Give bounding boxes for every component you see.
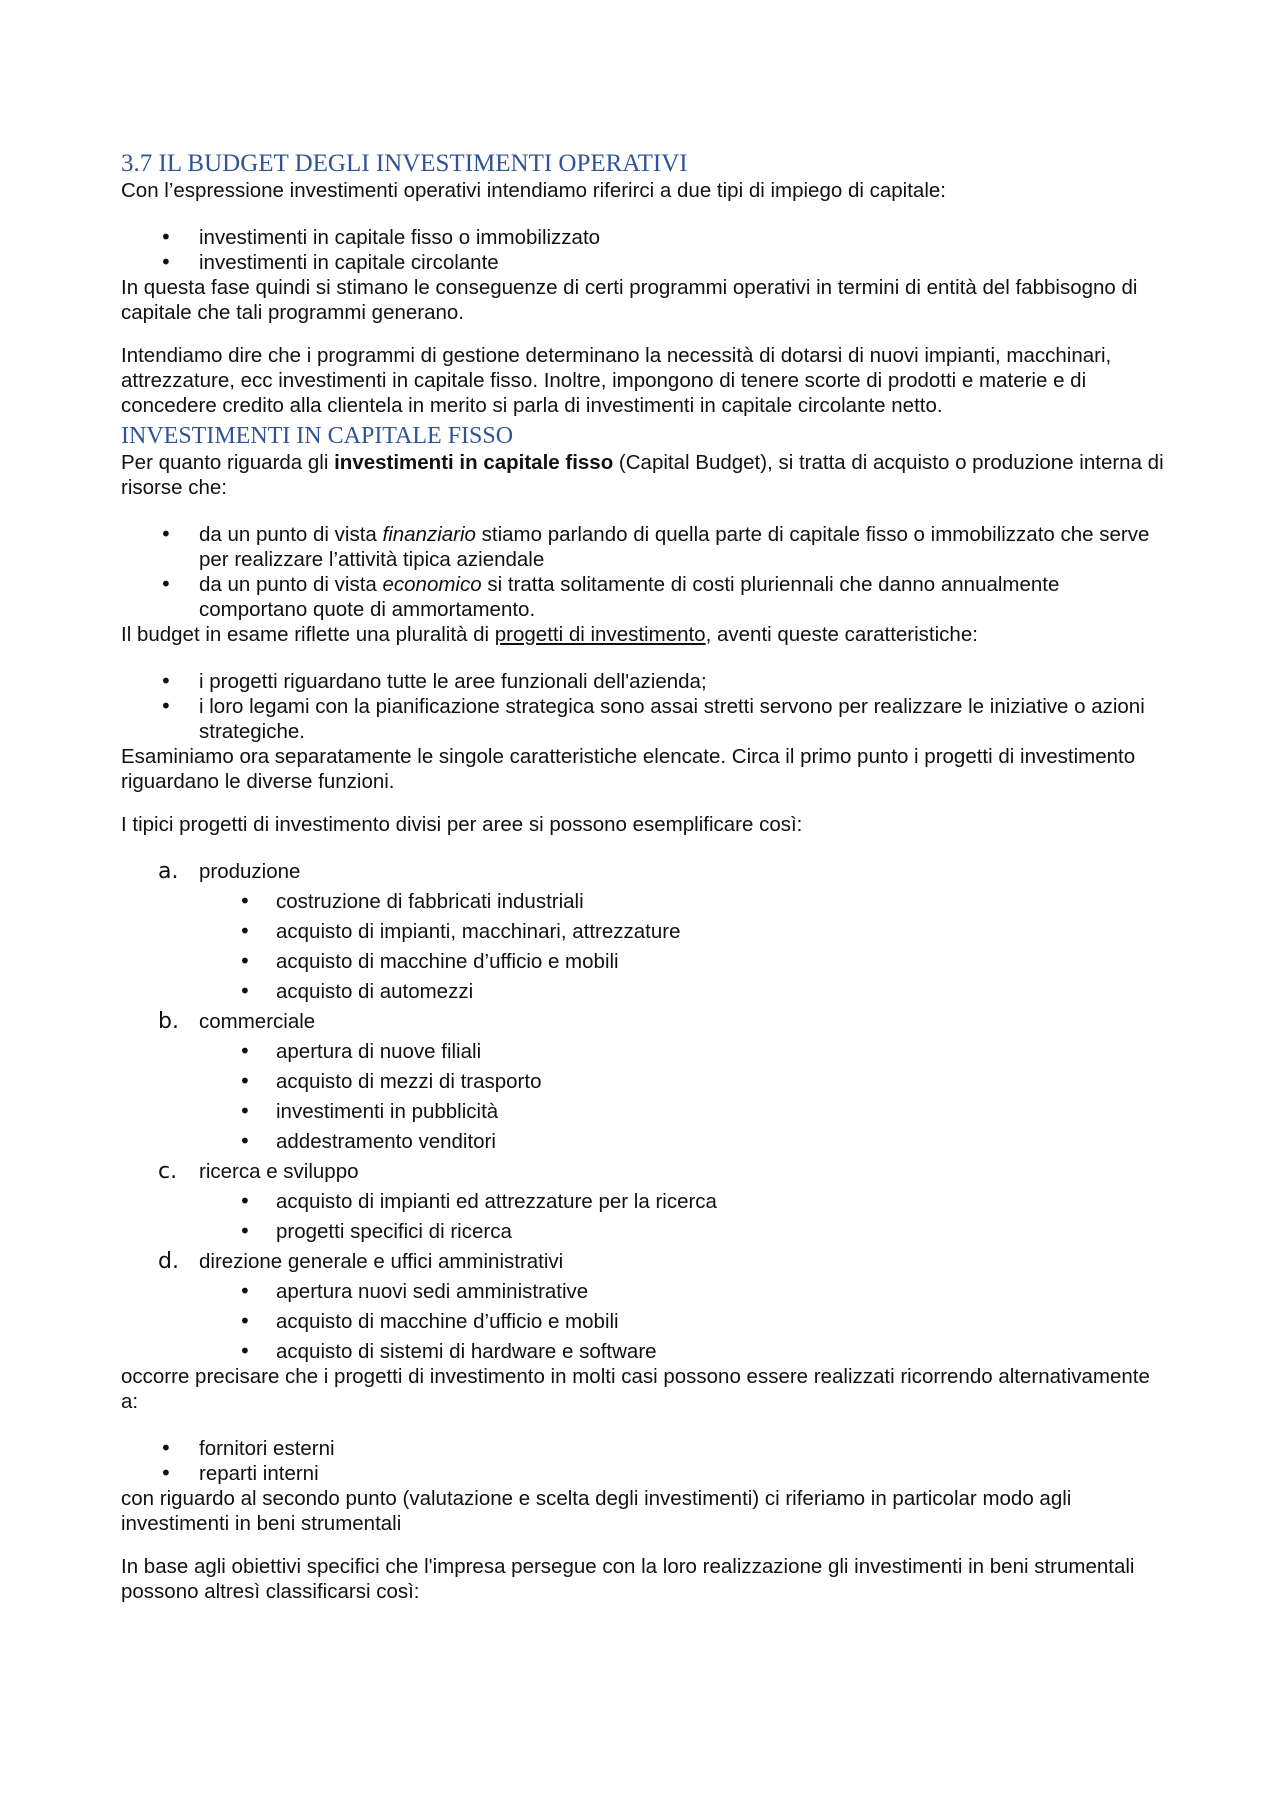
area-label: ricerca e sviluppo xyxy=(199,1160,359,1183)
list-item: • investimenti in capitale fisso o immobilizzato xyxy=(121,225,1171,250)
paragraph-capitale-fisso xyxy=(121,450,1171,500)
list-item: • reparti interni xyxy=(121,1461,1171,1486)
list-item: • acquisto di sistemi di hardware e software xyxy=(199,1339,1171,1364)
italic-term: economico xyxy=(382,573,482,596)
text-run: Il budget in esame riflette una pluralità di xyxy=(121,623,495,646)
list-item: • apertura di nuove filiali xyxy=(199,1039,1171,1064)
bold-term: investimenti in capitale fisso xyxy=(334,451,614,474)
list-letter: b. xyxy=(158,1009,179,1034)
paragraph-budget xyxy=(121,622,1171,647)
list-letter: d. xyxy=(158,1249,179,1274)
list-item: • acquisto di automezzi xyxy=(199,979,1171,1004)
area-sublist xyxy=(199,889,1171,1004)
paragraph-tipici: I tipici progetti di investimento divisi per aree si possono esemplificare così: xyxy=(121,813,803,836)
areas-list xyxy=(121,859,1171,1364)
text-run: , aventi queste caratteristiche: xyxy=(705,623,978,646)
area-label: commerciale xyxy=(199,1010,316,1033)
list-item: • i progetti riguardano tutte le aree funzionali dell'azienda; xyxy=(121,669,1171,694)
area-label: direzione generale e uffici amministrativi xyxy=(199,1250,564,1273)
underlined-term: progetti di investimento xyxy=(494,623,706,646)
text-run: stiamo parlando di quella parte di capitale fisso o immobilizzato che serve per realizzare l’attività tipica aziendale xyxy=(199,523,1150,571)
list-item: • acquisto di mezzi di trasporto xyxy=(199,1069,1171,1094)
viewpoint-list xyxy=(121,522,1171,622)
area-item-produzione xyxy=(121,859,1171,1004)
list-item: • apertura nuovi sedi amministrative xyxy=(199,1279,1171,1304)
list-item: • investimenti in capitale circolante xyxy=(121,250,1171,275)
list-item: • fornitori esterni xyxy=(121,1436,1171,1461)
list-item: • i loro legami con la pianificazione strategica sono assai stretti servono per realizzare le iniziative o azioni strategiche. xyxy=(121,694,1171,744)
area-label: produzione xyxy=(199,860,301,883)
list-item: • acquisto di impianti ed attrezzature per la ricerca xyxy=(199,1189,1171,1214)
list-item: • investimenti in pubblicità xyxy=(199,1099,1171,1124)
list-item: • acquisto di macchine d’ufficio e mobili xyxy=(199,949,1171,974)
italic-term: finanziario xyxy=(382,523,476,546)
text-run: Per quanto riguarda gli xyxy=(121,451,335,474)
paragraph-fase: In questa fase quindi si stimano le conseguenze di certi programmi operativi in termini di entità del fabbisogno di capitale che tali programmi generano. xyxy=(121,276,1138,324)
characteristics-list xyxy=(121,669,1171,744)
text-run: si tratta solitamente di costi pluriennali che danno annualmente comportano quote di ammortamento. xyxy=(199,573,1060,621)
area-sublist xyxy=(199,1189,1171,1244)
text-run: da un punto di vista xyxy=(199,523,383,546)
list-item xyxy=(121,522,1171,572)
list-item: • acquisto di macchine d’ufficio e mobili xyxy=(199,1309,1171,1334)
area-item-direzione xyxy=(121,1249,1171,1364)
area-item-ricerca xyxy=(121,1159,1171,1244)
section-title: 3.7 IL BUDGET DEGLI INVESTIMENTI OPERATIVI xyxy=(121,150,688,177)
list-item: • acquisto di impianti, macchinari, attrezzature xyxy=(199,919,1171,944)
paragraph-programmi: Intendiamo dire che i programmi di gestione determinano la necessità di dotarsi di nuovi impianti, macchinari, attrezzature, ecc investimenti in capitale fisso. Inoltre, impongono di tenere scorte di prodotti e materie e di concedere credito alla clientela in merito si parla di investimenti in capitale circolante netto. xyxy=(121,344,1112,417)
list-item: • costruzione di fabbricati industriali xyxy=(199,889,1171,914)
document-body xyxy=(121,150,1171,1604)
paragraph-secondo-punto: con riguardo al secondo punto (valutazione e scelta degli investimenti) ci riferiamo in particolar modo agli investimenti in beni strumentali xyxy=(121,1487,1072,1535)
area-sublist xyxy=(199,1279,1171,1364)
list-item: • addestramento venditori xyxy=(199,1129,1171,1154)
subsection-title: INVESTIMENTI IN CAPITALE FISSO xyxy=(121,423,514,449)
text-run: da un punto di vista xyxy=(199,573,383,596)
text-run: (Capital Budget), si tratta di acquisto o produzione interna di risorse che: xyxy=(121,451,1164,499)
list-letter: a. xyxy=(158,859,179,884)
list-item xyxy=(121,572,1171,622)
list-letter: c. xyxy=(158,1159,178,1184)
area-item-commerciale xyxy=(121,1009,1171,1154)
intro-list xyxy=(121,225,1171,275)
paragraph-esaminiamo: Esaminiamo ora separatamente le singole caratteristiche elencate. Circa il primo punto i progetti di investimento riguardano le diverse funzioni. xyxy=(121,745,1136,793)
intro-paragraph: Con l’espressione investimenti operativi intendiamo riferirci a due tipi di impiego di capitale: xyxy=(121,179,946,202)
paragraph-occorre: occorre precisare che i progetti di investimento in molti casi possono essere realizzati ricorrendo alternativamente a: xyxy=(121,1365,1150,1413)
area-sublist xyxy=(199,1039,1171,1154)
paragraph-obiettivi: In base agli obiettivi specifici che l'impresa persegue con la loro realizzazione gli investimenti in beni strumentali possono altresì classificarsi così: xyxy=(121,1555,1135,1603)
list-item: • progetti specifici di ricerca xyxy=(199,1219,1171,1244)
alternatives-list xyxy=(121,1436,1171,1486)
